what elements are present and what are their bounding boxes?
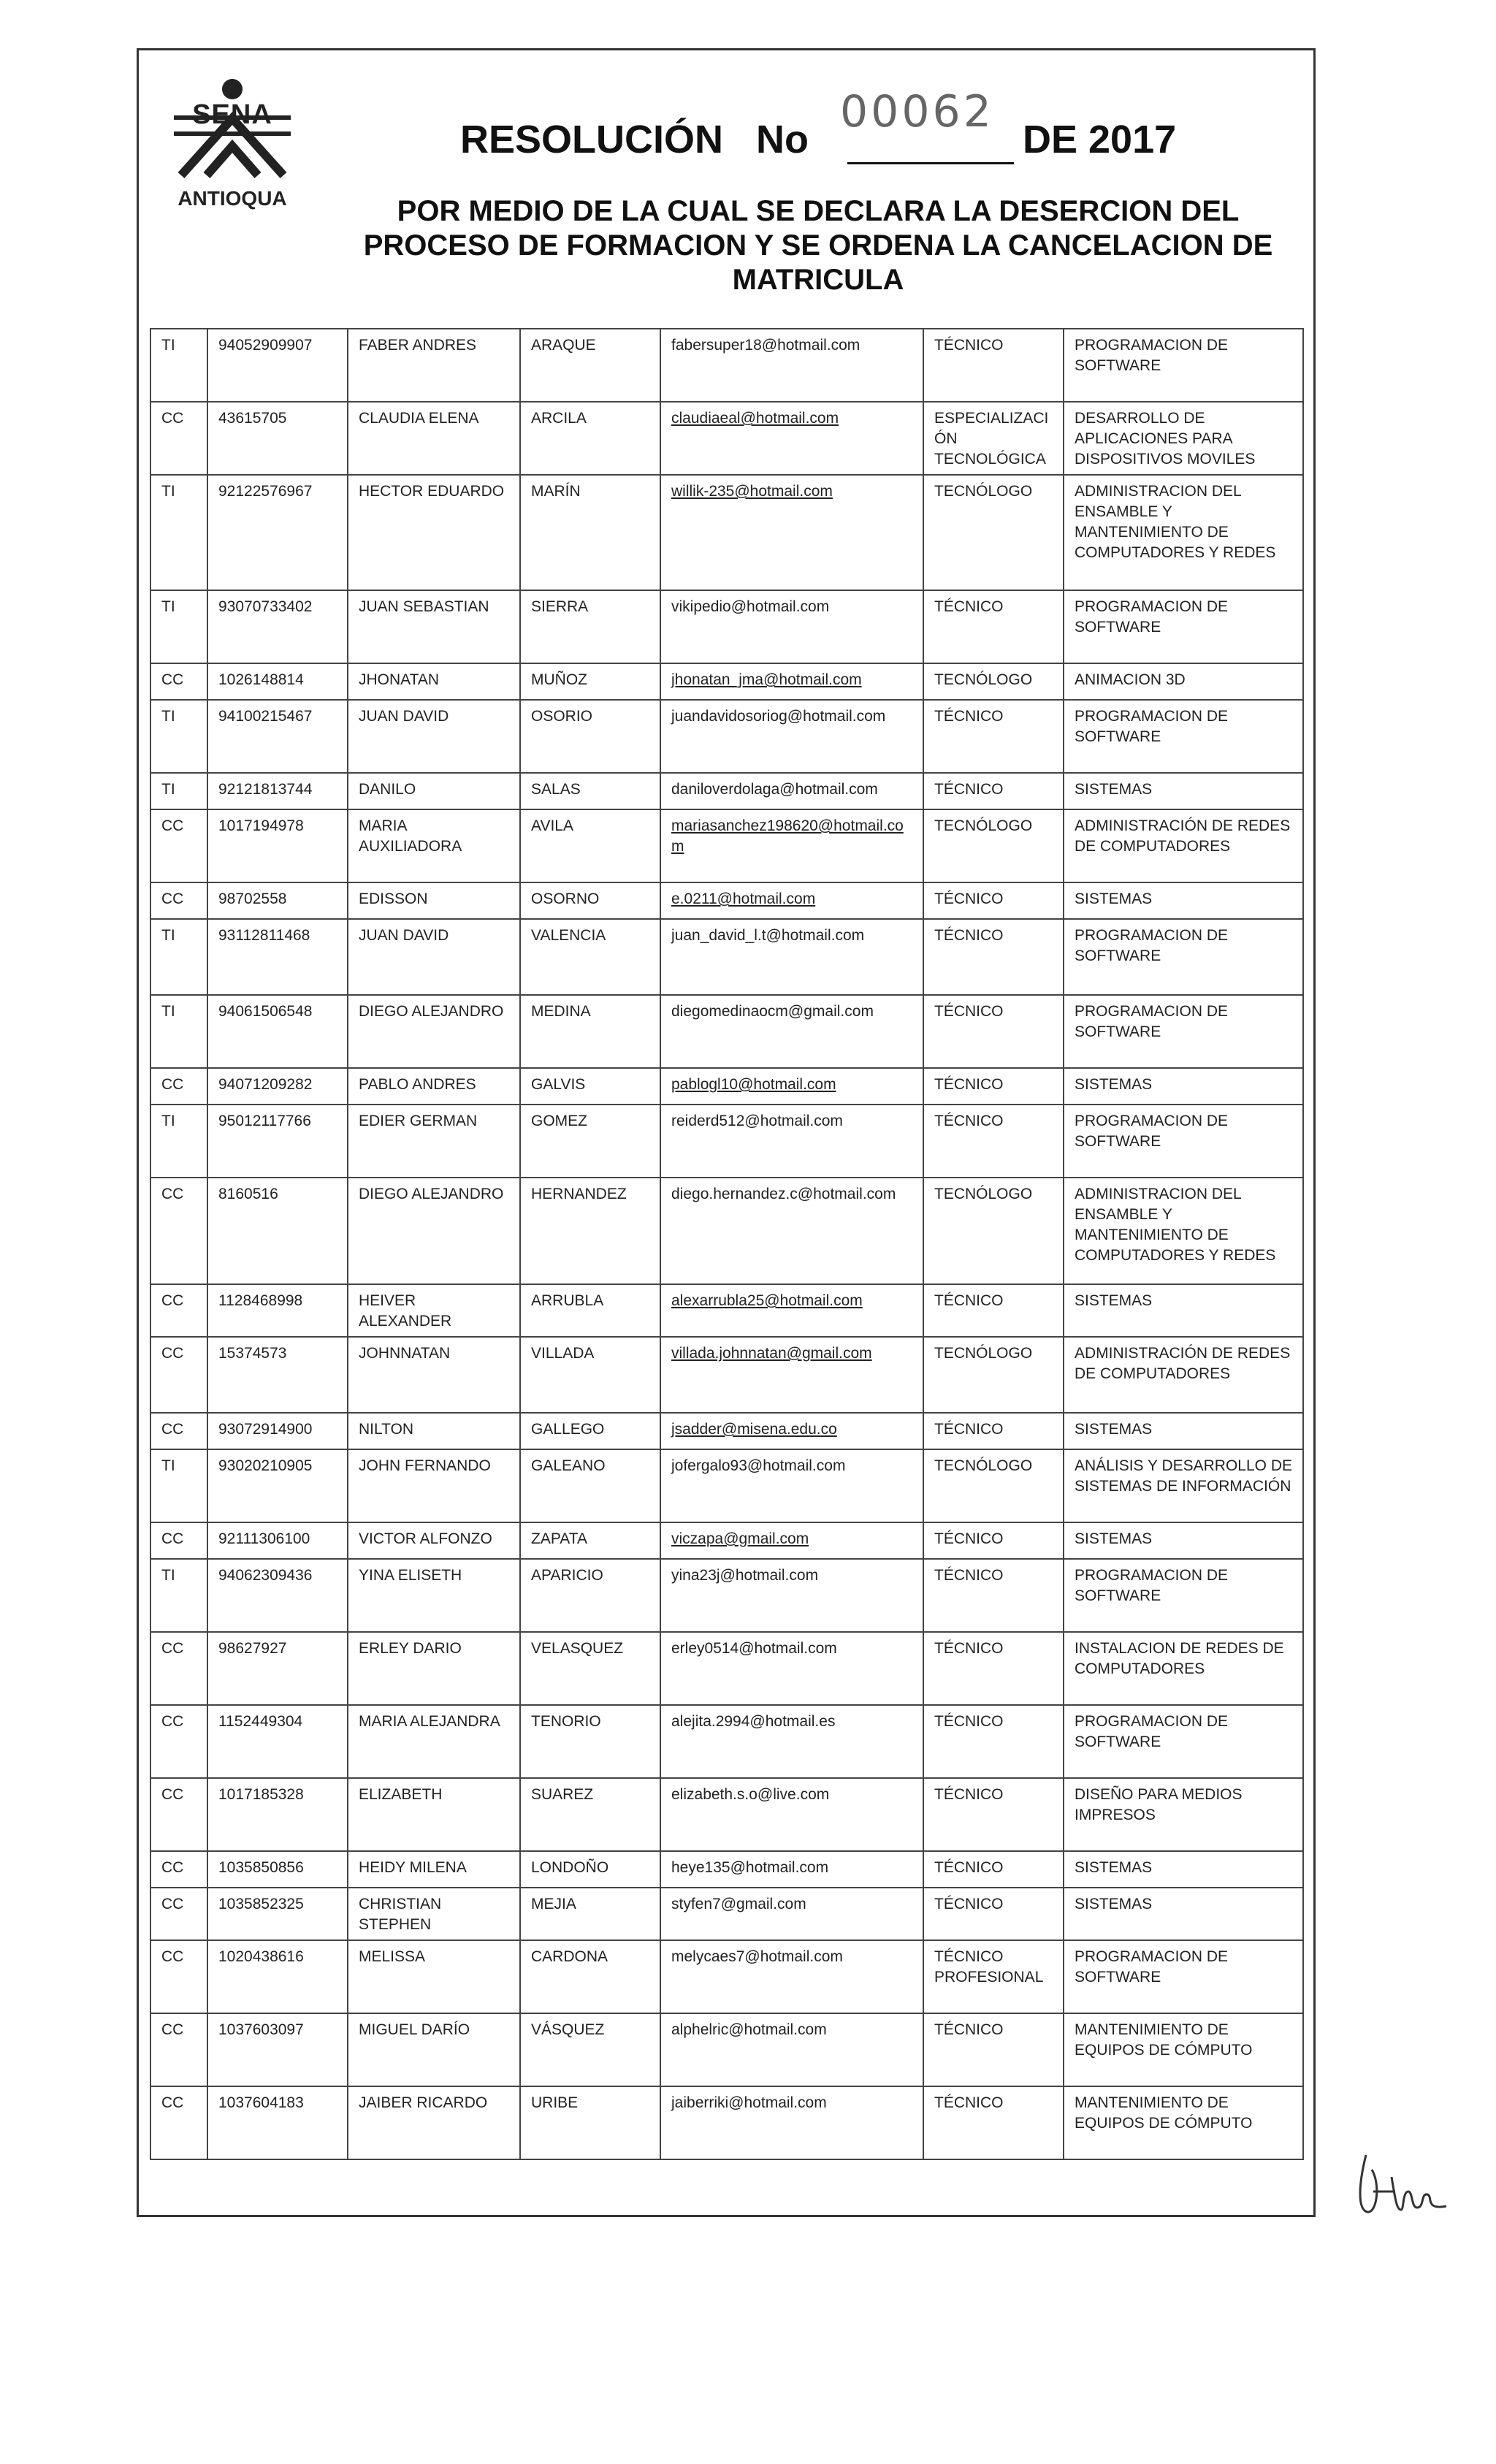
id-number-cell: 98702558 <box>207 882 348 919</box>
resolution-subtitle: POR MEDIO DE LA CUAL SE DECLARA LA DESERCION DEL PROCESO DE FORMACION Y SE ORDENA LA CANCELACION DE MATRICULA <box>363 195 1273 296</box>
logo-region: ANTIOQUA <box>178 187 287 210</box>
table-row <box>150 1284 1303 1337</box>
email-cell: villada.johnnatan@gmail.com <box>660 1337 923 1413</box>
email-cell: yina23j@hotmail.com <box>660 1559 923 1632</box>
surname-cell: VELASQUEZ <box>520 1632 660 1705</box>
doc-type-cell: CC <box>150 1337 207 1413</box>
id-number-cell: 93112811468 <box>207 919 348 995</box>
table-row <box>150 475 1303 590</box>
surname-cell: ZAPATA <box>520 1522 660 1559</box>
program-cell: SISTEMAS <box>1064 1284 1303 1337</box>
table-row <box>150 590 1303 663</box>
program-cell: ADMINISTRACION DEL ENSAMBLE Y MANTENIMIENTO DE COMPUTADORES Y REDES <box>1064 1178 1303 1284</box>
resolution-number-underline <box>847 162 1014 164</box>
level-cell: TÉCNICO PROFESIONAL <box>923 1940 1064 2013</box>
table-row <box>150 773 1303 809</box>
doc-type-cell: TI <box>150 475 207 590</box>
doc-type-cell: TI <box>150 590 207 663</box>
email-cell: alphelric@hotmail.com <box>660 2013 923 2086</box>
doc-type-cell: TI <box>150 995 207 1068</box>
id-number-cell: 1017185328 <box>207 1778 348 1851</box>
id-number-cell: 94062309436 <box>207 1559 348 1632</box>
doc-type-cell: TI <box>150 329 207 402</box>
email-cell: juandavidosoriog@hotmail.com <box>660 700 923 773</box>
level-cell: TÉCNICO <box>923 1413 1064 1449</box>
program-cell: ADMINISTRACIÓN DE REDES DE COMPUTADORES <box>1064 809 1303 882</box>
names-cell: CLAUDIA ELENA <box>348 402 520 475</box>
id-number-cell: 1152449304 <box>207 1705 348 1778</box>
surname-cell: GALLEGO <box>520 1413 660 1449</box>
names-cell: EDISSON <box>348 882 520 919</box>
email-cell: jofergalo93@hotmail.com <box>660 1449 923 1522</box>
table-row <box>150 402 1303 475</box>
table-row <box>150 1778 1303 1851</box>
id-number-cell: 15374573 <box>207 1337 348 1413</box>
doc-type-cell: TI <box>150 1449 207 1522</box>
table-row <box>150 663 1303 700</box>
doc-type-cell: CC <box>150 2013 207 2086</box>
surname-cell: SIERRA <box>520 590 660 663</box>
program-cell: PROGRAMACION DE SOFTWARE <box>1064 1105 1303 1178</box>
doc-type-cell: CC <box>150 1632 207 1705</box>
resolution-no-label: No <box>756 118 809 161</box>
program-cell: PROGRAMACION DE SOFTWARE <box>1064 919 1303 995</box>
program-cell: SISTEMAS <box>1064 882 1303 919</box>
level-cell: TÉCNICO <box>923 1284 1064 1337</box>
id-number-cell: 98627927 <box>207 1632 348 1705</box>
surname-cell: ARRUBLA <box>520 1284 660 1337</box>
email-cell: claudiaeal@hotmail.com <box>660 402 923 475</box>
doc-type-cell: CC <box>150 809 207 882</box>
table-row <box>150 1413 1303 1449</box>
surname-cell: ARCILA <box>520 402 660 475</box>
table-row <box>150 1940 1303 2013</box>
surname-cell: MEDINA <box>520 995 660 1068</box>
email-cell: elizabeth.s.o@live.com <box>660 1778 923 1851</box>
surname-cell: CARDONA <box>520 1940 660 2013</box>
table-row <box>150 919 1303 995</box>
id-number-cell: 1035850856 <box>207 1851 348 1888</box>
email-cell: e.0211@hotmail.com <box>660 882 923 919</box>
names-cell: DANILO <box>348 773 520 809</box>
names-cell: MIGUEL DARÍO <box>348 2013 520 2086</box>
doc-type-cell: CC <box>150 1068 207 1105</box>
names-cell: EDIER GERMAN <box>348 1105 520 1178</box>
doc-type-cell: TI <box>150 773 207 809</box>
resolution-year: DE 2017 <box>1023 118 1177 161</box>
names-cell: DIEGO ALEJANDRO <box>348 995 520 1068</box>
email-cell: alexarrubla25@hotmail.com <box>660 1284 923 1337</box>
id-number-cell: 94052909907 <box>207 329 348 402</box>
doc-type-cell: TI <box>150 700 207 773</box>
email-cell: willik-235@hotmail.com <box>660 475 923 590</box>
id-number-cell: 94071209282 <box>207 1068 348 1105</box>
doc-type-cell: CC <box>150 1413 207 1449</box>
doc-type-cell: CC <box>150 402 207 475</box>
level-cell: TÉCNICO <box>923 590 1064 663</box>
names-cell: VICTOR ALFONZO <box>348 1522 520 1559</box>
names-cell: JOHN FERNANDO <box>348 1449 520 1522</box>
id-number-cell: 94100215467 <box>207 700 348 773</box>
names-cell: JHONATAN <box>348 663 520 700</box>
program-cell: PROGRAMACION DE SOFTWARE <box>1064 995 1303 1068</box>
level-cell: TÉCNICO <box>923 995 1064 1068</box>
program-cell: PROGRAMACION DE SOFTWARE <box>1064 1940 1303 2013</box>
id-number-cell: 1035852325 <box>207 1888 348 1940</box>
surname-cell: SUAREZ <box>520 1778 660 1851</box>
email-cell: diego.hernandez.c@hotmail.com <box>660 1178 923 1284</box>
level-cell: TÉCNICO <box>923 919 1064 995</box>
email-cell: viczapa@gmail.com <box>660 1522 923 1559</box>
surname-cell: MUÑOZ <box>520 663 660 700</box>
level-cell: TÉCNICO <box>923 1105 1064 1178</box>
email-cell: alejita.2994@hotmail.es <box>660 1705 923 1778</box>
surname-cell: VALENCIA <box>520 919 660 995</box>
id-number-cell: 1128468998 <box>207 1284 348 1337</box>
id-number-cell: 1037604183 <box>207 2086 348 2159</box>
program-cell: ADMINISTRACION DEL ENSAMBLE Y MANTENIMIENTO DE COMPUTADORES Y REDES <box>1064 475 1303 590</box>
doc-type-cell: TI <box>150 919 207 995</box>
table-row <box>150 1559 1303 1632</box>
program-cell: ADMINISTRACIÓN DE REDES DE COMPUTADORES <box>1064 1337 1303 1413</box>
surname-cell: URIBE <box>520 2086 660 2159</box>
level-cell: TÉCNICO <box>923 1888 1064 1940</box>
program-cell: PROGRAMACION DE SOFTWARE <box>1064 700 1303 773</box>
doc-type-cell: TI <box>150 1559 207 1632</box>
surname-cell: MARÍN <box>520 475 660 590</box>
doc-type-cell: CC <box>150 663 207 700</box>
program-cell: SISTEMAS <box>1064 1851 1303 1888</box>
table-row <box>150 1522 1303 1559</box>
names-cell: MARIA AUXILIADORA <box>348 809 520 882</box>
doc-type-cell: CC <box>150 1178 207 1284</box>
handwritten-signature <box>1351 2140 1454 2221</box>
sena-figure-icon <box>167 73 298 190</box>
doc-type-cell: CC <box>150 1851 207 1888</box>
level-cell: TÉCNICO <box>923 882 1064 919</box>
names-cell: HEIVER ALEXANDER <box>348 1284 520 1337</box>
email-cell: juan_david_l.t@hotmail.com <box>660 919 923 995</box>
email-cell: styfen7@gmail.com <box>660 1888 923 1940</box>
table-row <box>150 1068 1303 1105</box>
level-cell: TÉCNICO <box>923 1632 1064 1705</box>
surname-cell: HERNANDEZ <box>520 1178 660 1284</box>
doc-type-cell: CC <box>150 1888 207 1940</box>
surname-cell: SALAS <box>520 773 660 809</box>
id-number-cell: 93070733402 <box>207 590 348 663</box>
names-cell: YINA ELISETH <box>348 1559 520 1632</box>
table-row <box>150 995 1303 1068</box>
table-row <box>150 1888 1303 1940</box>
program-cell: SISTEMAS <box>1064 773 1303 809</box>
names-cell: ELIZABETH <box>348 1778 520 1851</box>
names-cell: ERLEY DARIO <box>348 1632 520 1705</box>
id-number-cell: 1020438616 <box>207 1940 348 2013</box>
level-cell: TÉCNICO <box>923 1522 1064 1559</box>
program-cell: ANÁLISIS Y DESARROLLO DE SISTEMAS DE INFORMACIÓN <box>1064 1449 1303 1522</box>
names-cell: FABER ANDRES <box>348 329 520 402</box>
names-cell: JUAN SEBASTIAN <box>348 590 520 663</box>
program-cell: PROGRAMACION DE SOFTWARE <box>1064 590 1303 663</box>
doc-type-cell: TI <box>150 1105 207 1178</box>
table-row <box>150 809 1303 882</box>
table-row <box>150 329 1303 402</box>
id-number-cell: 8160516 <box>207 1178 348 1284</box>
doc-type-cell: CC <box>150 882 207 919</box>
table-row <box>150 1632 1303 1705</box>
id-number-cell: 1037603097 <box>207 2013 348 2086</box>
program-cell: ANIMACION 3D <box>1064 663 1303 700</box>
table-row <box>150 1449 1303 1522</box>
students-table-container <box>150 328 1302 2160</box>
students-table-body <box>150 329 1303 2159</box>
surname-cell: MEJIA <box>520 1888 660 1940</box>
surname-cell: GALEANO <box>520 1449 660 1522</box>
surname-cell: LONDOÑO <box>520 1851 660 1888</box>
sena-logo <box>167 73 298 219</box>
level-cell: TÉCNICO <box>923 700 1064 773</box>
id-number-cell: 92122576967 <box>207 475 348 590</box>
email-cell: melycaes7@hotmail.com <box>660 1940 923 2013</box>
surname-cell: OSORNO <box>520 882 660 919</box>
email-cell: jhonatan_jma@hotmail.com <box>660 663 923 700</box>
surname-cell: GALVIS <box>520 1068 660 1105</box>
program-cell: SISTEMAS <box>1064 1888 1303 1940</box>
names-cell: CHRISTIAN STEPHEN <box>348 1888 520 1940</box>
email-cell: daniloverdolaga@hotmail.com <box>660 773 923 809</box>
program-cell: PROGRAMACION DE SOFTWARE <box>1064 1705 1303 1778</box>
resolution-number: 00062 <box>840 86 994 137</box>
names-cell: MARIA ALEJANDRA <box>348 1705 520 1778</box>
students-table <box>150 328 1304 2160</box>
names-cell: JUAN DAVID <box>348 919 520 995</box>
id-number-cell: 1017194978 <box>207 809 348 882</box>
level-cell: TÉCNICO <box>923 1705 1064 1778</box>
program-cell: INSTALACION DE REDES DE COMPUTADORES <box>1064 1632 1303 1705</box>
surname-cell: APARICIO <box>520 1559 660 1632</box>
email-cell: mariasanchez198620@hotmail.com <box>660 809 923 882</box>
email-cell: fabersuper18@hotmail.com <box>660 329 923 402</box>
level-cell: ESPECIALIZACIÓN TECNOLÓGICA <box>923 402 1064 475</box>
email-cell: vikipedio@hotmail.com <box>660 590 923 663</box>
level-cell: TÉCNICO <box>923 2013 1064 2086</box>
program-cell: PROGRAMACION DE SOFTWARE <box>1064 1559 1303 1632</box>
email-cell: jaiberriki@hotmail.com <box>660 2086 923 2159</box>
level-cell: TÉCNICO <box>923 2086 1064 2159</box>
doc-type-cell: CC <box>150 1284 207 1337</box>
email-cell: heye135@hotmail.com <box>660 1851 923 1888</box>
surname-cell: TENORIO <box>520 1705 660 1778</box>
level-cell: TECNÓLOGO <box>923 1337 1064 1413</box>
logo-text: SENA <box>192 99 272 130</box>
program-cell: MANTENIMIENTO DE EQUIPOS DE CÓMPUTO <box>1064 2013 1303 2086</box>
email-cell: diegomedinaocm@gmail.com <box>660 995 923 1068</box>
surname-cell: GOMEZ <box>520 1105 660 1178</box>
id-number-cell: 92111306100 <box>207 1522 348 1559</box>
level-cell: TÉCNICO <box>923 773 1064 809</box>
id-number-cell: 94061506548 <box>207 995 348 1068</box>
names-cell: HECTOR EDUARDO <box>348 475 520 590</box>
table-row <box>150 1105 1303 1178</box>
level-cell: TÉCNICO <box>923 1778 1064 1851</box>
level-cell: TECNÓLOGO <box>923 809 1064 882</box>
level-cell: TÉCNICO <box>923 1559 1064 1632</box>
table-row <box>150 1705 1303 1778</box>
names-cell: JAIBER RICARDO <box>348 2086 520 2159</box>
program-cell: DISEÑO PARA MEDIOS IMPRESOS <box>1064 1778 1303 1851</box>
level-cell: TÉCNICO <box>923 329 1064 402</box>
level-cell: TÉCNICO <box>923 1068 1064 1105</box>
level-cell: TECNÓLOGO <box>923 1178 1064 1284</box>
program-cell: DESARROLLO DE APLICACIONES PARA DISPOSITIVOS MOVILES <box>1064 402 1303 475</box>
doc-type-cell: CC <box>150 1940 207 2013</box>
names-cell: NILTON <box>348 1413 520 1449</box>
surname-cell: ARAQUE <box>520 329 660 402</box>
surname-cell: VÁSQUEZ <box>520 2013 660 2086</box>
table-row <box>150 2013 1303 2086</box>
names-cell: JOHNNATAN <box>348 1337 520 1413</box>
program-cell: SISTEMAS <box>1064 1522 1303 1559</box>
table-row <box>150 1851 1303 1888</box>
doc-type-cell: CC <box>150 1705 207 1778</box>
level-cell: TECNÓLOGO <box>923 663 1064 700</box>
id-number-cell: 93072914900 <box>207 1413 348 1449</box>
id-number-cell: 92121813744 <box>207 773 348 809</box>
email-cell: erley0514@hotmail.com <box>660 1632 923 1705</box>
resolution-title: RESOLUCIÓN <box>460 118 724 161</box>
doc-type-cell: CC <box>150 1778 207 1851</box>
table-row <box>150 700 1303 773</box>
level-cell: TECNÓLOGO <box>923 475 1064 590</box>
program-cell: PROGRAMACION DE SOFTWARE <box>1064 329 1303 402</box>
id-number-cell: 93020210905 <box>207 1449 348 1522</box>
email-cell: pablogl10@hotmail.com <box>660 1068 923 1105</box>
table-row <box>150 1178 1303 1284</box>
names-cell: PABLO ANDRES <box>348 1068 520 1105</box>
email-cell: reiderd512@hotmail.com <box>660 1105 923 1178</box>
table-row <box>150 882 1303 919</box>
program-cell: SISTEMAS <box>1064 1068 1303 1105</box>
surname-cell: AVILA <box>520 809 660 882</box>
id-number-cell: 1026148814 <box>207 663 348 700</box>
doc-type-cell: CC <box>150 1522 207 1559</box>
table-row <box>150 1337 1303 1413</box>
level-cell: TECNÓLOGO <box>923 1449 1064 1522</box>
email-cell: jsadder@misena.edu.co <box>660 1413 923 1449</box>
surname-cell: OSORIO <box>520 700 660 773</box>
names-cell: MELISSA <box>348 1940 520 2013</box>
names-cell: JUAN DAVID <box>348 700 520 773</box>
table-row <box>150 2086 1303 2159</box>
names-cell: DIEGO ALEJANDRO <box>348 1178 520 1284</box>
surname-cell: VILLADA <box>520 1337 660 1413</box>
id-number-cell: 95012117766 <box>207 1105 348 1178</box>
program-cell: SISTEMAS <box>1064 1413 1303 1449</box>
doc-type-cell: CC <box>150 2086 207 2159</box>
id-number-cell: 43615705 <box>207 402 348 475</box>
level-cell: TÉCNICO <box>923 1851 1064 1888</box>
names-cell: HEIDY MILENA <box>348 1851 520 1888</box>
program-cell: MANTENIMIENTO DE EQUIPOS DE CÓMPUTO <box>1064 2086 1303 2159</box>
